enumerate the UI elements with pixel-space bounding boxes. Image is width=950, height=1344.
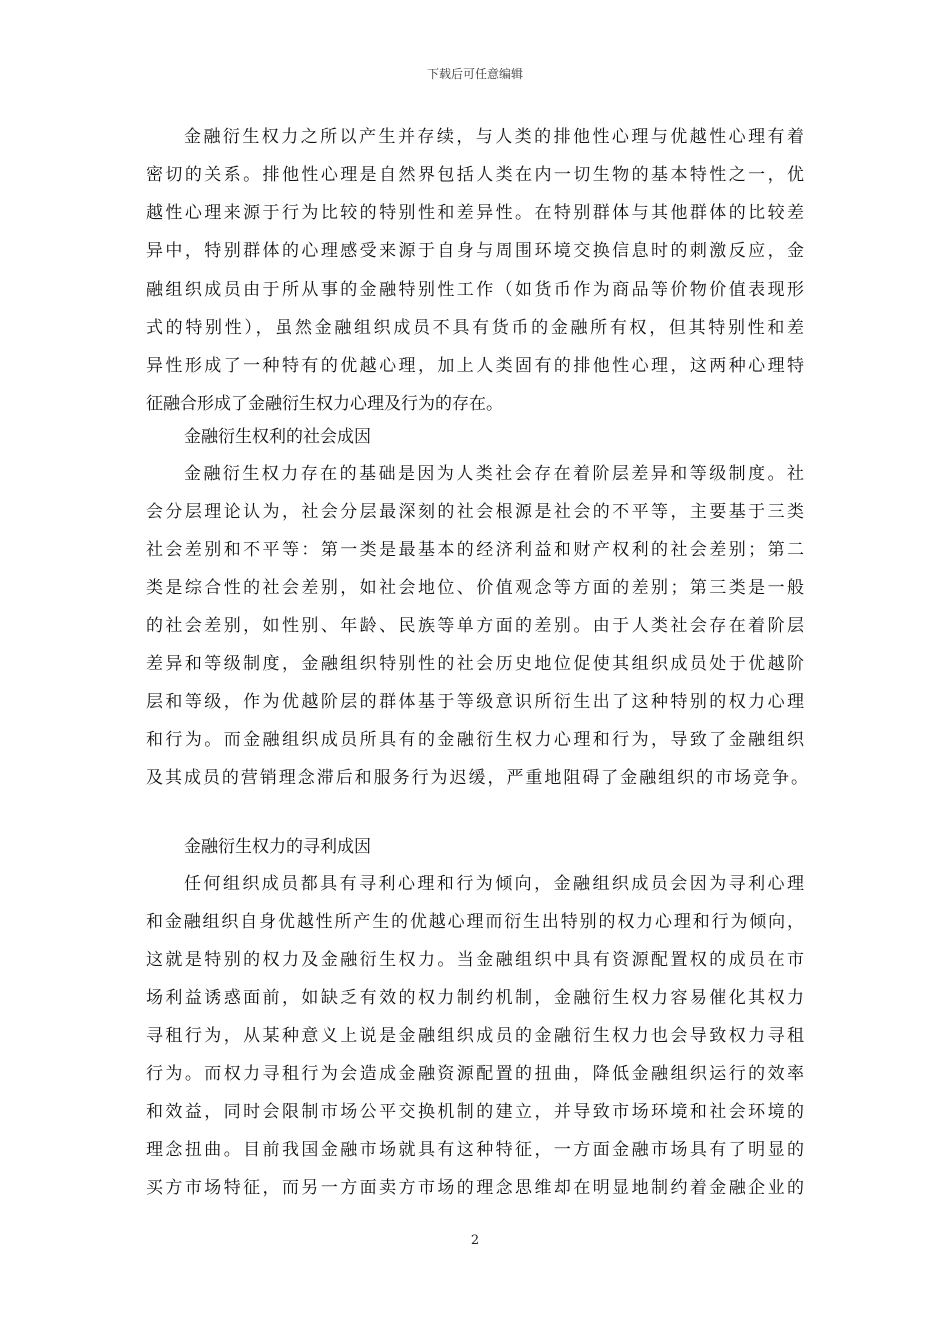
text-line: 买方市场特征，而另一方面卖方市场的理念思维却在明显地制约着金融企业的 (146, 1178, 804, 1198)
text-line: 式的特别性），虽然金融组织成员不具有货币的金融所有权，但其特别性和差 (146, 318, 804, 338)
page-header-note: 下载后可任意编辑 (426, 67, 523, 81)
text-line: 社会差别和不平等：第一类是最基本的经济利益和财产权利的社会差别；第二 (146, 540, 804, 560)
section-heading: 金融衍生权利的社会成因 (184, 427, 371, 447)
text-line: 差异和等级制度，金融组织特别性的社会历史地位促使其组织成员处于优越阶 (146, 654, 804, 674)
text-line: 这就是特别的权力及金融衍生权力。当金融组织中具有资源配置权的成员在市 (146, 950, 804, 970)
text-line: 行为。而权力寻租行为会造成金融资源配置的扭曲，降低金融组织运行的效率 (146, 1064, 804, 1084)
text-line: 类是综合性的社会差别，如社会地位、价值观念等方面的差别；第三类是一般 (146, 578, 804, 598)
text-line: 征融合形成了金融衍生权力心理及行为的存在。 (146, 394, 503, 414)
text-line: 金融衍生权力之所以产生并存续，与人类的排他性心理与优越性心理有着 (184, 127, 804, 147)
text-line: 及其成员的营销理念滞后和服务行为迟缓，严重地阻碍了金融组织的市场竞争。 (146, 768, 808, 788)
text-line: 异性形成了一种特有的优越心理，加上人类固有的排他性心理，这两种心理特 (146, 356, 804, 376)
section-heading: 金融衍生权力的寻利成因 (184, 837, 371, 857)
text-line: 密切的关系。排他性心理是自然界包括人类在内一切生物的基本特性之一，优 (146, 165, 804, 185)
text-line: 层和等级，作为优越阶层的群体基于等级意识所衍生出了这种特别的权力心理 (146, 692, 804, 712)
text-line: 的社会差别，如性别、年龄、民族等单方面的差别。由于人类社会存在着阶层 (146, 616, 804, 636)
text-line: 场利益诱惑面前，如缺乏有效的权力制约机制，金融衍生权力容易催化其权力 (146, 988, 804, 1008)
text-line: 会分层理论认为，社会分层最深刻的社会根源是社会的不平等，主要基于三类 (146, 502, 804, 522)
text-line: 和行为。而金融组织成员所具有的金融衍生权力心理和行为，导致了金融组织 (146, 730, 804, 750)
text-line: 和金融组织自身优越性所产生的优越心理而衍生出特别的权力心理和行为倾向， (146, 912, 804, 932)
text-line: 寻租行为，从某种意义上说是金融组织成员的金融衍生权力也会导致权力寻租 (146, 1026, 804, 1046)
text-line: 任何组织成员都具有寻利心理和行为倾向，金融组织成员会因为寻利心理 (184, 874, 804, 894)
text-line: 和效益，同时会限制市场公平交换机制的建立，并导致市场环境和社会环境的 (146, 1102, 804, 1122)
text-line: 异中，特别群体的心理感受来源于自身与周围环境交换信息时的刺激反应，金 (146, 241, 804, 261)
text-line: 越性心理来源于行为比较的特别性和差异性。在特别群体与其他群体的比较差 (146, 203, 804, 223)
page-number: 2 (470, 1233, 480, 1248)
text-line: 理念扭曲。目前我国金融市场就具有这种特征，一方面金融市场具有了明显的 (146, 1140, 804, 1160)
text-line: 金融衍生权力存在的基础是因为人类社会存在着阶层差异和等级制度。社 (184, 464, 804, 484)
text-line: 融组织成员由于所从事的金融特别性工作（如货币作为商品等价物价值表现形 (146, 280, 804, 300)
